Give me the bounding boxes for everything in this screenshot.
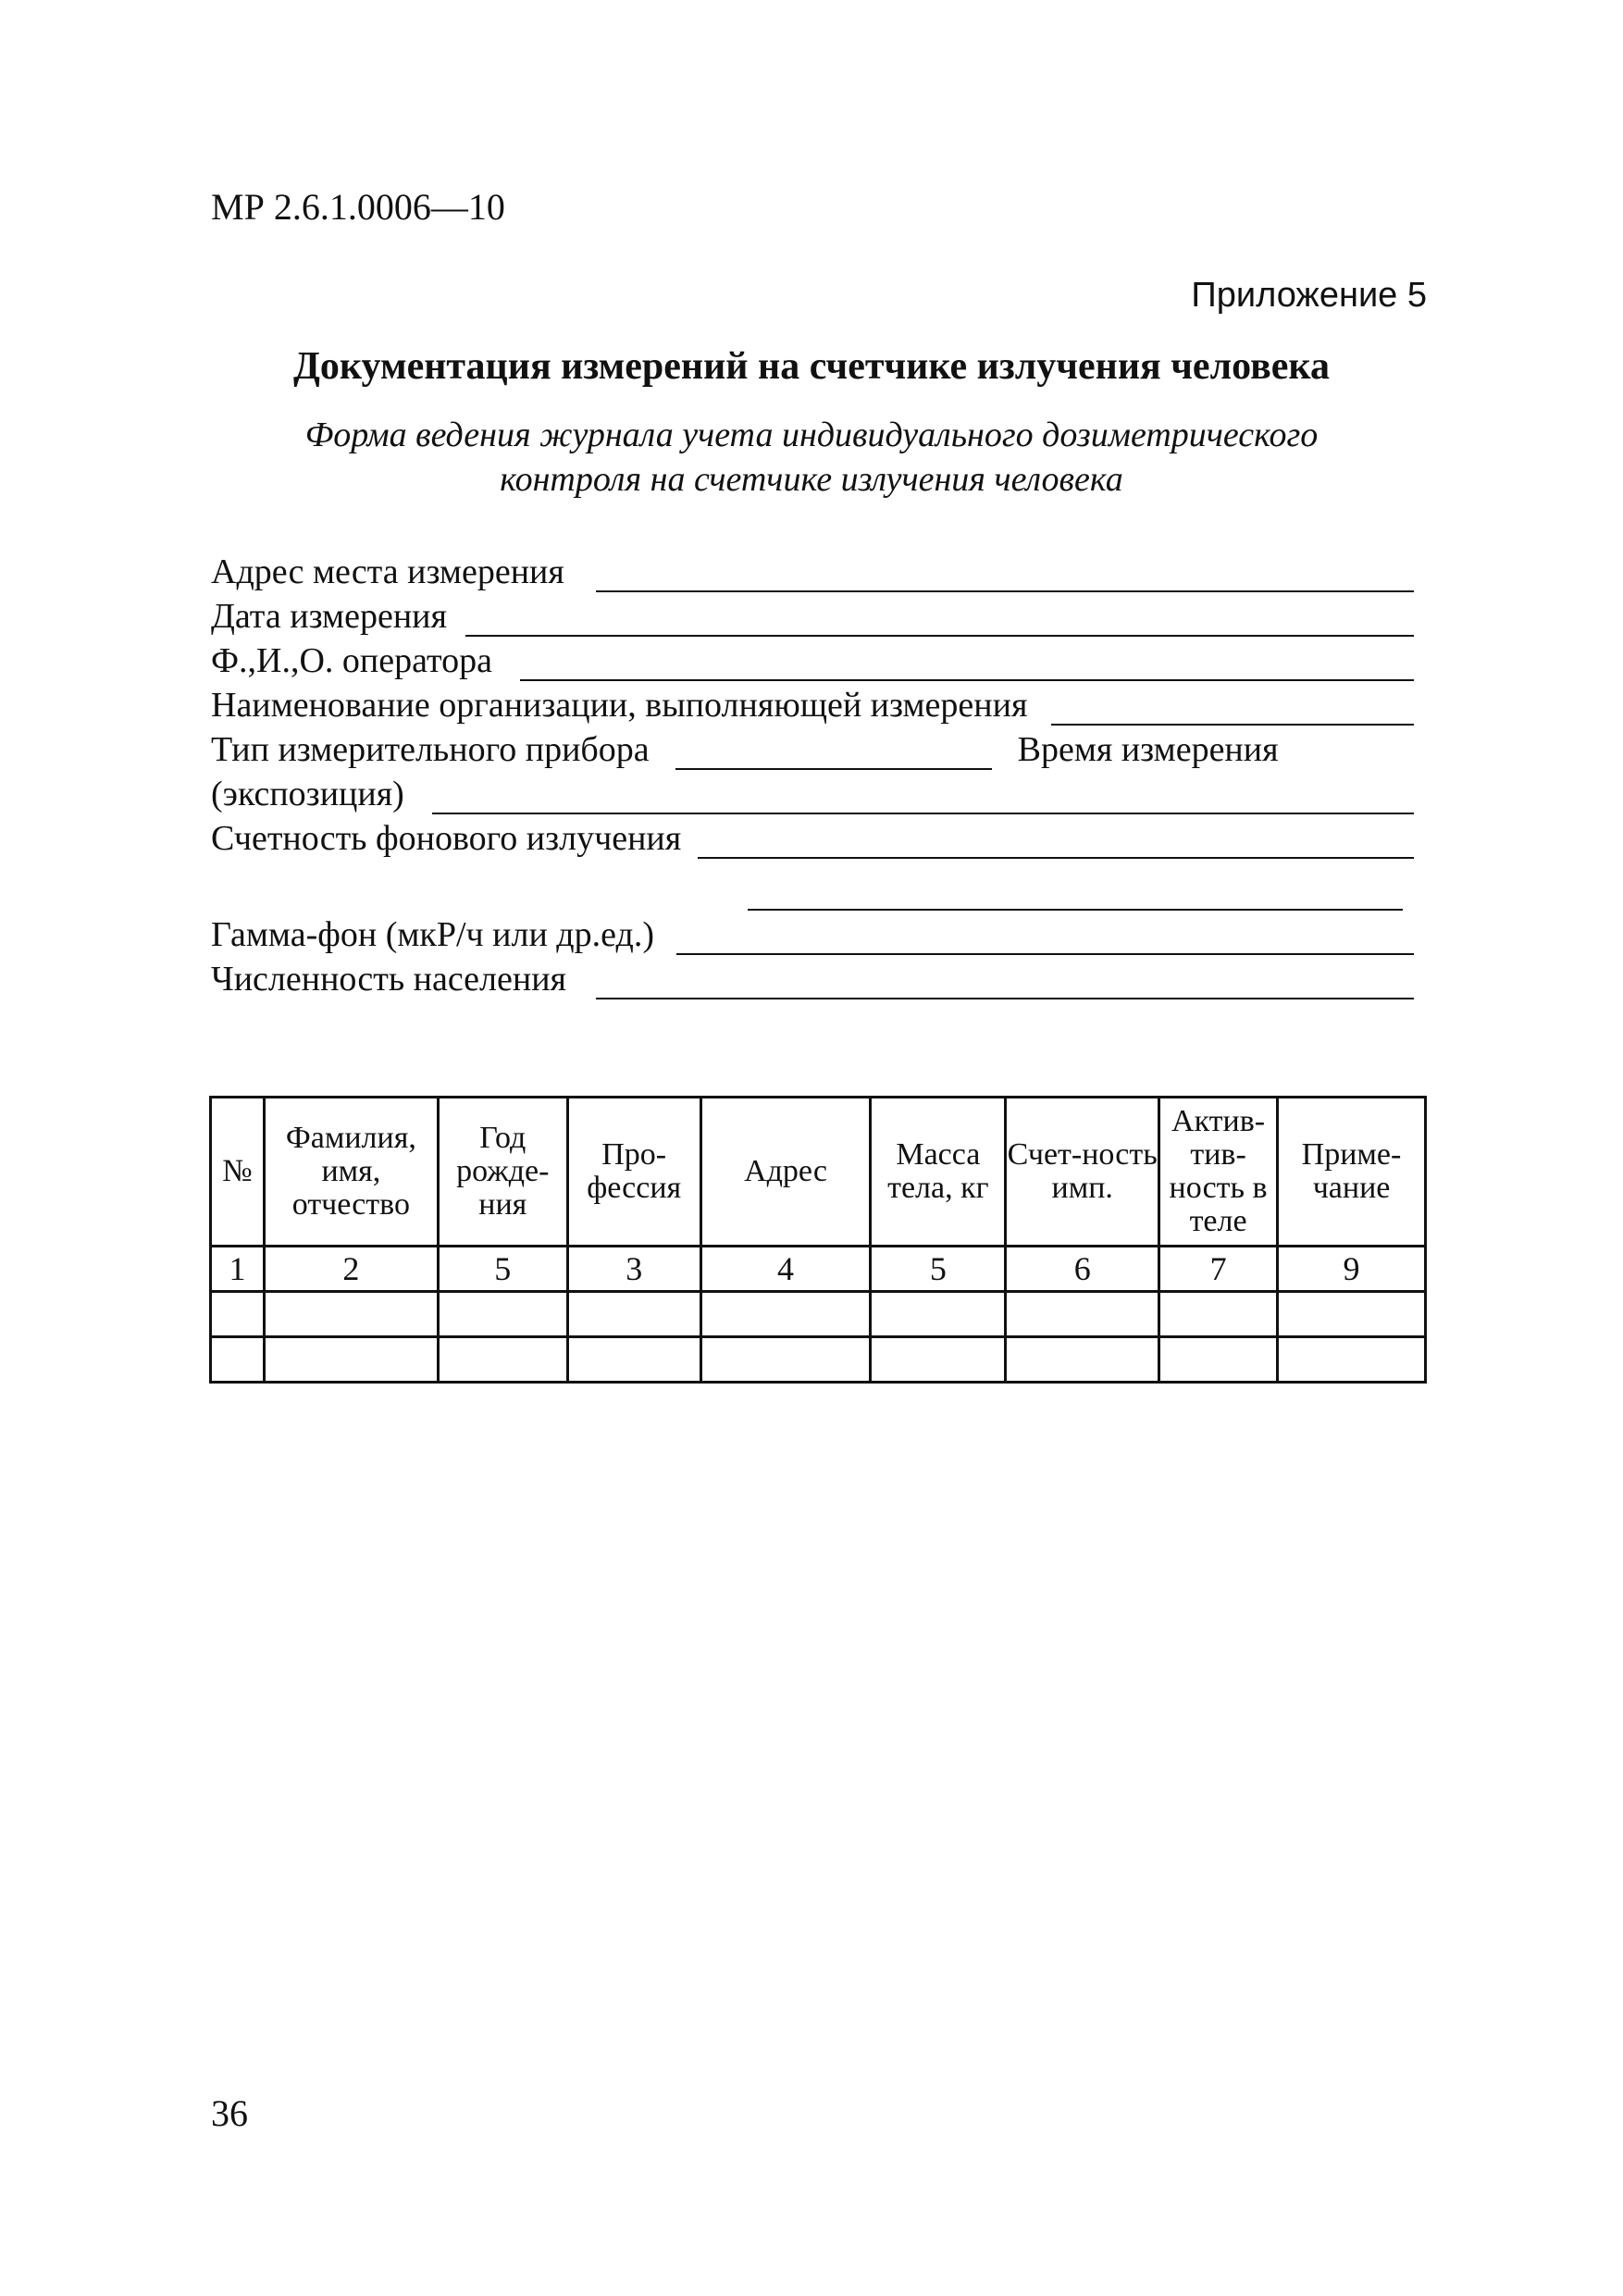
table-cell[interactable] [567,1337,700,1383]
table-cell[interactable] [438,1292,567,1337]
column-number: 9 [1278,1247,1426,1292]
field-population [211,955,1414,999]
table-cell[interactable] [567,1292,700,1337]
table-row [211,1337,1426,1383]
document-subtitle [0,413,1623,502]
field-background-count-label: Счетность фонового излучения [211,819,682,858]
column-number: 3 [567,1247,700,1292]
column-number: 2 [264,1247,438,1292]
field-exposure [211,770,1414,814]
table-column-numbers-row [211,1247,1426,1292]
table-cell[interactable] [1006,1337,1159,1383]
field-gamma-blank[interactable] [676,925,1414,955]
header-body-mass: Масса тела, кг [871,1098,1006,1247]
field-date [211,592,1414,637]
field-device-type-blank[interactable] [675,740,992,770]
field-device-type [211,726,1429,770]
header-count-rate: Счет-ность имп. [1006,1098,1159,1247]
field-exposure-label: (экспозиция) [211,775,404,813]
field-organization-label: Наименование организации, выполняющей измерения [211,686,1028,725]
field-population-blank[interactable] [596,970,1414,999]
table-cell[interactable] [1006,1292,1159,1337]
field-operator-label: Ф.,И.,О. оператора [211,641,492,680]
field-date-blank[interactable] [465,607,1414,637]
table-cell[interactable] [438,1337,567,1383]
subtitle-line-1: Форма ведения журнала учета индивидуального дозиметрического [304,416,1319,454]
column-number: 6 [1006,1247,1159,1292]
field-exposure-blank[interactable] [432,785,1414,814]
column-number: 4 [700,1247,871,1292]
header-profession: Про-фессия [567,1098,700,1247]
field-time-label: Время измерения [1017,730,1279,769]
header-body-activity: Актив-тив-ность в теле [1159,1098,1278,1247]
table-cell[interactable] [871,1292,1006,1337]
table-cell[interactable] [700,1292,871,1337]
table-row [211,1292,1426,1337]
table-cell[interactable] [1159,1292,1278,1337]
table-cell[interactable] [1278,1337,1426,1383]
table-cell[interactable] [211,1292,265,1337]
table-cell[interactable] [211,1337,265,1383]
table-cell[interactable] [1159,1337,1278,1383]
subtitle-line-2: контроля на счетчике излучения человека [500,460,1123,499]
table-cell[interactable] [1278,1292,1426,1337]
field-background-count-blank[interactable] [698,829,1414,859]
journal-table [209,1096,1427,1384]
document-number: МР 2.6.1.0006—10 [211,186,505,228]
header-number: № [211,1098,265,1247]
field-background-count [211,814,1414,859]
column-number: 7 [1159,1247,1278,1292]
field-date-label: Дата измерения [211,597,447,636]
header-note: Приме-чание [1278,1098,1426,1247]
appendix-label: Приложение 5 [1191,276,1427,315]
field-population-label: Численность населения [211,960,567,999]
field-address-label: Адрес места измерения [211,552,564,591]
field-gamma-label: Гамма-фон (мкР/ч или др.ед.) [211,915,654,954]
field-operator-blank[interactable] [520,652,1414,681]
table-cell[interactable] [264,1292,438,1337]
header-address: Адрес [700,1098,871,1247]
table-cell[interactable] [264,1337,438,1383]
column-number: 1 [211,1247,265,1292]
field-address-blank[interactable] [596,563,1414,592]
column-number: 5 [871,1247,1006,1292]
field-address [211,548,1414,592]
table-cell[interactable] [871,1337,1006,1383]
field-organization [211,681,1414,726]
header-full-name: Фамилия, имя, отчество [264,1098,438,1247]
field-organization-blank[interactable] [1051,696,1414,726]
column-number: 5 [438,1247,567,1292]
table-header-row [211,1098,1426,1247]
field-device-type-label: Тип измерительного прибора [211,730,650,769]
field-operator [211,637,1414,681]
table-cell[interactable] [700,1337,871,1383]
field-gamma [211,911,1414,955]
page-number: 36 [211,2092,248,2134]
document-title: Документация измерений на счетчике излучения человека [293,345,1330,388]
header-birth-year: Год рожде-ния [438,1098,567,1247]
